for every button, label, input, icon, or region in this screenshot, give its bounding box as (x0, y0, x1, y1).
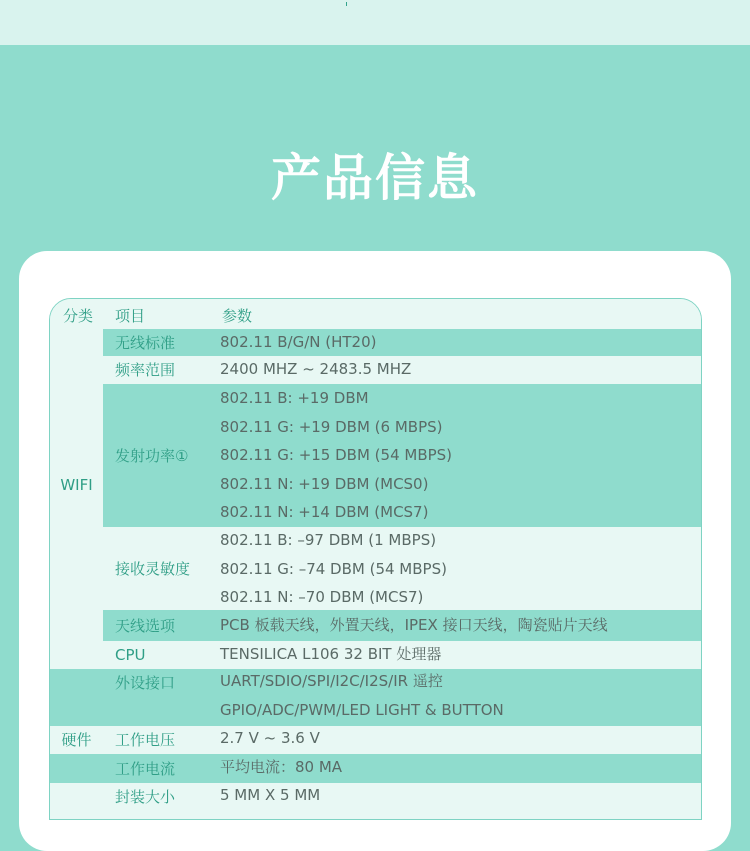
row-size-value: 5 MM X 5 MM (220, 786, 321, 804)
row-size-item: 封装大小 (115, 788, 176, 806)
row-periph-values: UART/SDIO/SPI/I2C/I2S/IR 遥控 GPIO/ADC/PWM/LED LIGHT & BUTTON (220, 672, 504, 719)
row-txpower-item: 发射功率① (115, 446, 189, 465)
row-rxsens-item: 接收灵敏度 (115, 559, 191, 578)
top-divider-tick (346, 2, 347, 6)
category-wifi (50, 329, 103, 641)
header-category: 分类 (63, 307, 94, 325)
header-item: 项目 (115, 307, 146, 325)
row-periph-item: 外设接口 (115, 674, 176, 692)
row-voltage-item: 工作电压 (115, 731, 176, 749)
row-antenna-value: PCB 板载天线，外置天线，IPEX 接口天线，陶瓷贴片天线 (220, 616, 608, 634)
row-rxsens-values: 802.11 B: –97 DBM (1 MBPS) 802.11 G: –74 DBM (54 MBPS) 802.11 N: –70 DBM (MCS7) (220, 531, 447, 606)
row-voltage-value: 2.7 V ~ 3.6 V (220, 729, 320, 747)
category-hw-cell (50, 754, 103, 783)
row-standard-value: 802.11 B/G/N (HT20) (220, 333, 377, 351)
row-cpu-item: CPU (115, 646, 146, 664)
row-freq-item: 频率范围 (115, 361, 176, 379)
section-title: 产品信息 (271, 149, 479, 207)
category-hw-cell (50, 641, 103, 669)
row-current-value: 平均电流：80 MA (220, 758, 343, 776)
top-band (0, 0, 750, 45)
row-standard-item: 无线标准 (115, 333, 176, 352)
category-hw-cell (50, 783, 103, 820)
table-header-row (50, 299, 701, 329)
header-params: 参数 (222, 307, 253, 325)
row-txpower-values: 802.11 B: +19 DBM 802.11 G: +19 DBM (6 MBPS) 802.11 G: +15 DBM (54 MBPS) 802.11 N: +19 DBM (MCS0) 802.11 N: +14 DBM (MCS7) (220, 389, 453, 521)
row-freq-value: 2400 MHZ ~ 2483.5 MHZ (220, 360, 412, 378)
category-hw-cell (50, 669, 103, 726)
category-wifi-label: WIFI (60, 476, 93, 494)
row-antenna-item: 天线选项 (115, 616, 176, 635)
row-current-item: 工作电流 (115, 759, 176, 778)
spec-table (49, 298, 702, 820)
row-cpu-value: TENSILICA L106 32 BIT 处理器 (220, 645, 442, 663)
category-hardware (50, 726, 103, 754)
category-hardware-label: 硬件 (61, 731, 92, 749)
